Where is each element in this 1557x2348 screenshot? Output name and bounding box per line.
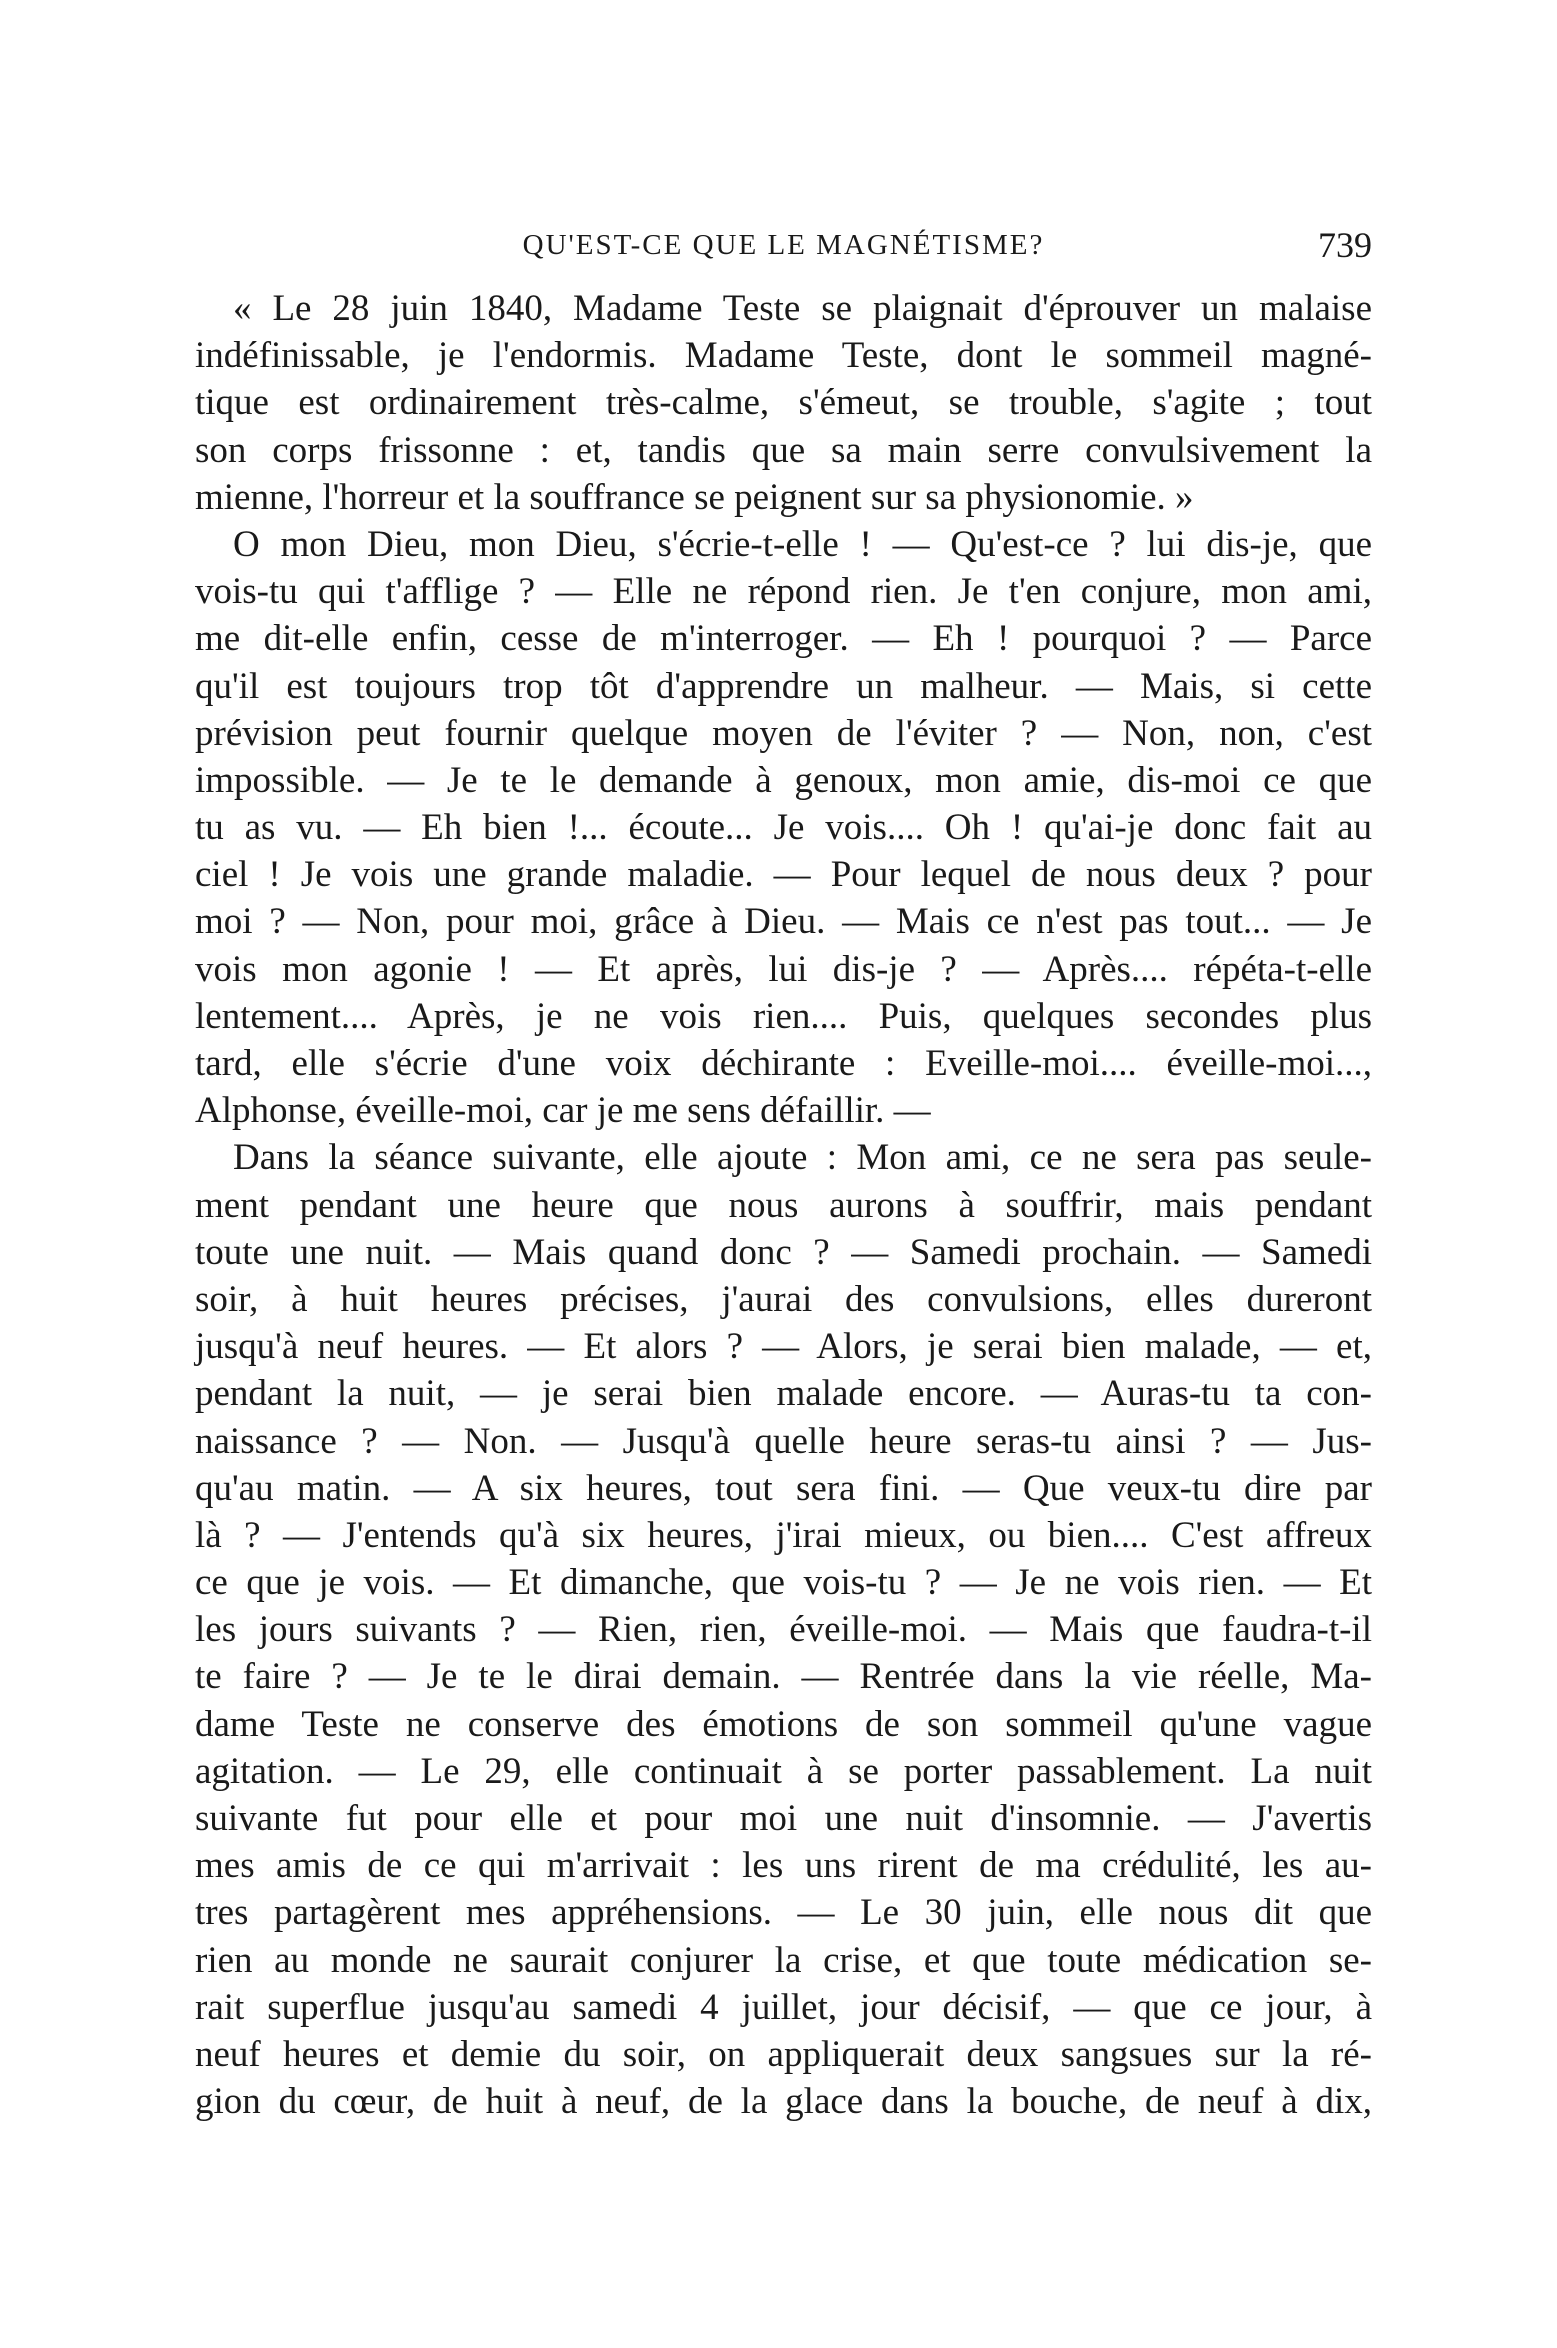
text-line: neuf heures et demie du soir, on appliquerait deux sangsues sur la ré- [195, 2033, 1372, 2075]
text-line: qu'au matin. — A six heures, tout sera fini. — Que veux-tu dire par [195, 1467, 1372, 1509]
text-line: tique est ordinairement très-calme, s'émeut, se trouble, s'agite ; tout [195, 382, 1372, 424]
text-line: tu as vu. — Eh bien !... écoute... Je vois.... Oh ! qu'ai-je donc fait au [195, 807, 1372, 849]
text-line: te faire ? — Je te le dirai demain. — Rentrée dans la vie réelle, Ma- [195, 1656, 1372, 1698]
running-head [195, 222, 1372, 268]
text-line: qu'il est toujours trop tôt d'apprendre un malheur. — Mais, si cette [195, 665, 1372, 707]
text-line: là ? — J'entends qu'à six heures, j'irai mieux, ou bien.... C'est affreux [195, 1514, 1372, 1556]
text-line: O mon Dieu, mon Dieu, s'écrie-t-elle ! — Qu'est-ce ? lui dis-je, que [233, 523, 1372, 565]
text-line: indéfinissable, je l'endormis. Madame Teste, dont le sommeil magné- [195, 335, 1372, 377]
text-line: impossible. — Je te le demande à genoux, mon amie, dis-moi ce que [195, 759, 1372, 801]
text-line: naissance ? — Non. — Jusqu'à quelle heure seras-tu ainsi ? — Jus- [195, 1420, 1372, 1462]
text-line: tres partagèrent mes appréhensions. — Le 30 juin, elle nous dit que [195, 1892, 1372, 1934]
running-title: QU'EST-CE QUE LE MAGNÉTISME? [522, 229, 1045, 261]
text-line: agitation. — Le 29, elle continuait à se porter passablement. La nuit [195, 1750, 1372, 1792]
text-line: tard, elle s'écrie d'une voix déchirante : Eveille-moi.... éveille-moi..., [195, 1043, 1372, 1084]
text-line: ment pendant une heure que nous aurons à souffrir, mais pendant [195, 1184, 1372, 1226]
body-text [195, 285, 1372, 2125]
text-line: Alphonse, éveille-moi, car je me sens défaillir. — [195, 1090, 931, 1132]
text-line: lentement.... Après, je ne vois rien.... Puis, quelques secondes plus [195, 995, 1372, 1037]
text-line: Dans la séance suivante, elle ajoute : Mon ami, ce ne sera pas seule- [233, 1137, 1372, 1179]
text-line: mienne, l'horreur et la souffrance se peignent sur sa physionomie. » [195, 476, 1194, 518]
text-line: son corps frissonne : et, tandis que sa main serre convulsivement la [195, 429, 1372, 471]
text-line: mes amis de ce qui m'arrivait : les uns rirent de ma crédulité, les au- [195, 1845, 1372, 1887]
text-line: toute une nuit. — Mais quand donc ? — Samedi prochain. — Samedi [195, 1231, 1372, 1273]
text-line: moi ? — Non, pour moi, grâce à Dieu. — Mais ce n'est pas tout... — Je [195, 901, 1372, 943]
text-line: prévision peut fournir quelque moyen de l'éviter ? — Non, non, c'est [195, 712, 1372, 754]
text-line: soir, à huit heures précises, j'aurai des convulsions, elles dureront [195, 1278, 1372, 1320]
text-line: ciel ! Je vois une grande maladie. — Pour lequel de nous deux ? pour [195, 854, 1372, 896]
text-line: pendant la nuit, — je serai bien malade encore. — Auras-tu ta con- [195, 1373, 1372, 1415]
text-line: jusqu'à neuf heures. — Et alors ? — Alors, je serai bien malade, — et, [195, 1326, 1372, 1368]
text-line: « Le 28 juin 1840, Madame Teste se plaignait d'éprouver un malaise [233, 288, 1372, 329]
page-number: 739 [1318, 225, 1372, 265]
text-line: vois mon agonie ! — Et après, lui dis-je ? — Après.... répéta-t-elle [195, 948, 1372, 990]
text-line: vois-tu qui t'afflige ? — Elle ne répond rien. Je t'en conjure, mon ami, [195, 571, 1372, 613]
text-line: dame Teste ne conserve des émotions de son sommeil qu'une vague [195, 1703, 1372, 1745]
text-line: rait superflue jusqu'au samedi 4 juillet, jour décisif, — que ce jour, à [195, 1986, 1372, 2028]
text-line: me dit-elle enfin, cesse de m'interroger. — Eh ! pourquoi ? — Parce [195, 618, 1372, 660]
text-line: gion du cœur, de huit à neuf, de la glace dans la bouche, de neuf à dix, [195, 2081, 1372, 2123]
text-line: ce que je vois. — Et dimanche, que vois-tu ? — Je ne vois rien. — Et [195, 1562, 1372, 1604]
text-line: les jours suivants ? — Rien, rien, éveille-moi. — Mais que faudra-t-il [195, 1609, 1372, 1651]
text-line: suivante fut pour elle et pour moi une nuit d'insomnie. — J'avertis [195, 1798, 1372, 1839]
text-line: rien au monde ne saurait conjurer la crise, et que toute médication se- [195, 1939, 1372, 1981]
